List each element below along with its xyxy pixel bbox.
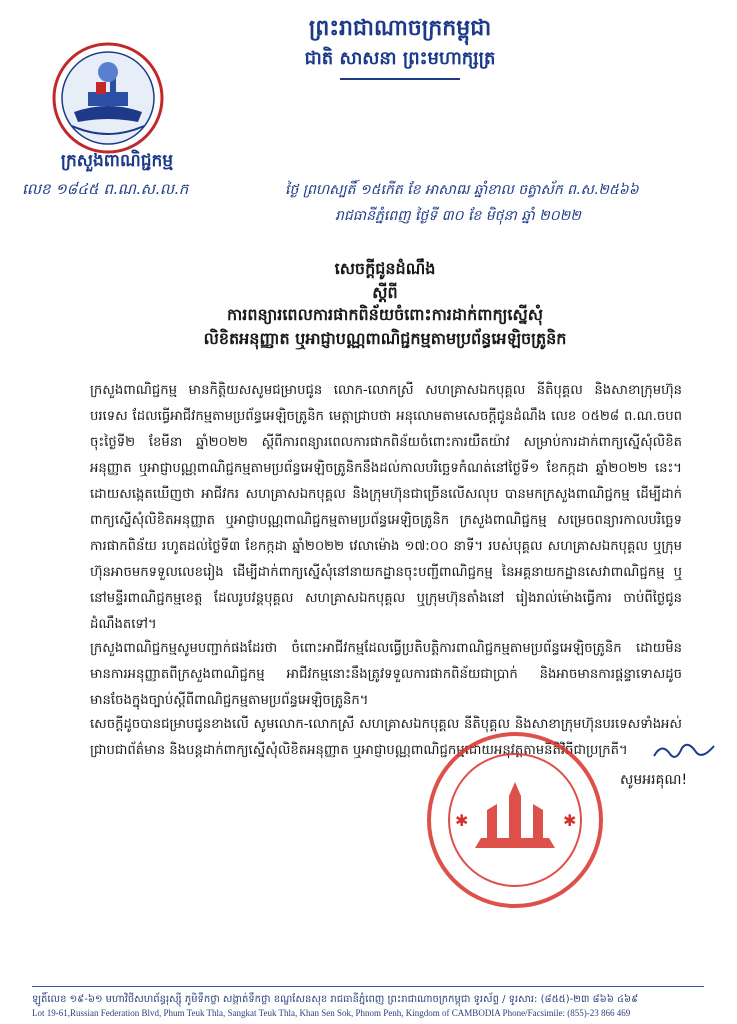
notice-subject-line1: ការពន្យារពេលការផាកពិន័យចំពោះការដាក់ពាក្យស្នើសុំ bbox=[227, 305, 543, 324]
national-motto: ជាតិ សាសនា ព្រះមហាក្សត្រ bbox=[304, 48, 496, 69]
closing-thanks: សូមអរគុណ! bbox=[620, 772, 688, 788]
ministry-name: ក្រសួងពាណិជ្ជកម្ម bbox=[60, 151, 174, 171]
lunar-date: ថ្ងៃ ព្រហស្បតិ៍ ១៥កើត ខែ អាសាឍ ឆ្នាំខាល ចត្វាស័ក ព.ស.២៥៦៦ bbox=[285, 182, 639, 198]
motto-divider bbox=[340, 78, 460, 80]
body-paragraph-1: ក្រសួងពាណិជ្ជកម្ម មានកិត្តិយសសូមជម្រាបជូន លោក-លោកស្រី សហគ្រាសឯកបុគ្គល នីតិបុគ្គល និងសាខាក្រុមហ៊ុនបរទេស ដែលធ្វើអាជីវកម្មតាមប្រព័ន្ធអេឡិចត្រូនិក មេត្តាជ្រាបថា អនុលោមតាមសេចក្តីជូនដំណឹង លេខ ០៥២៨ ព.ណ.ចបព ចុះថ្ងៃទី២ ខែមីនា ឆ្នាំ២០២២ ស្តីពីការពន្យារពេលការផាកពិន័យចំពោះការយឺតយ៉ាវ សម្រាប់ការដាក់ពាក្យស្នើសុំលិខិតអនុញ្ញាត ឬអាជ្ញាបណ្ណពាណិជ្ជកម្មតាមប្រព័ន្ធអេឡិចត្រូនិកនឹងដល់កាលបរិច្ឆេទកំណត់នៅថ្ងៃទី១ ខែកក្កដា ឆ្នាំ២០២២ នេះ។ ដោយសង្កេតឃើញថា អាជីវករ សហគ្រាសឯកបុគ្គល និងក្រុមហ៊ុនជាច្រើនលើសលុប បានមកក្រសួងពាណិជ្ជកម្ម ដើម្បីដាក់ពាក្យស្នើសុំលិខិតអនុញ្ញាត ឬអាជ្ញាបណ្ណពាណិជ្ជកម្មតាមប្រព័ន្ធអេឡិចត្រូនិក ក្រសួងពាណិជ្ជកម្ម សម្រេចពន្យារកាលបរិច្ឆេទការផាកពិន័យ រហូតដល់ថ្ងៃទី៣ ខែកក្កដា ឆ្នាំ២០២២ វេលាម៉ោង ១៧:០០ នាទី។ របស់បុគ្គល សហគ្រាសឯកបុគ្គល ឬក្រុមហ៊ុនអាចមកទទួលលេខរៀង ដើម្បីដាក់ពាក្យស្នើសុំនៅនាយកដ្ឋានចុះបញ្ជីពាណិជ្ជកម្ម នៃអគ្គនាយកដ្ឋានសេវាពាណិជ្ជកម្ម ឬនៅមន្ទីរពាណិជ្ជកម្មខេត្ត ដែលរូបវន្តបុគ្គល សហគ្រាសឯកបុគ្គល ឬក្រុមហ៊ុនតាំងនៅ រៀងរាល់ម៉ោងធ្វើការ ចាប់ពីថ្ងៃជូនដំណឹងតទៅ។ bbox=[90, 383, 682, 632]
body-paragraph-3: សេចក្តីដូចបានជម្រាបជូនខាងលើ សូមលោក-លោកស្រី សហគ្រាសឯកបុគ្គល នីតិបុគ្គល និងសាខាក្រុមហ៊ុនបរទេសទាំងអស់ ជ្រាបជាព័ត៌មាន និងបន្តដាក់ពាក្យស្នើសុំលិខិតអនុញ្ញាត ឬអាជ្ញាបណ្ណពាណិជ្ជកម្មដោយអនុវត្តតាមនីតិវិធីជាប្រក្រតី។ bbox=[90, 717, 682, 758]
svg-text:✱: ✱ bbox=[563, 811, 577, 830]
kingdom-heading: ព្រះរាជាណាចក្រកម្ពុជា bbox=[308, 16, 492, 41]
official-seal bbox=[425, 730, 605, 910]
notice-title: សេចក្តីជូនដំណឹង bbox=[334, 259, 436, 278]
body-paragraph-2: ក្រសួងពាណិជ្ជកម្មសូមបញ្ជាក់ផងដែរថា ចំពោះអាជីវកម្មដែលធ្វើប្រតិបត្តិការពាណិជ្ជកម្មតាមប្រព័ន្ធអេឡិចត្រូនិក ដោយមិនមានការអនុញ្ញាតពីក្រសួងពាណិជ្ជកម្ម អាជីវកម្មនោះនឹងត្រូវទទួលការផាកពិន័យជាប្រាក់ និងអាចមានការផ្តន្ទាទោសដូចមានចែងក្នុងច្បាប់ស្តីពីពាណិជ្ជកម្មតាមប្រព័ន្ធអេឡិចត្រូនិក។ bbox=[90, 641, 682, 708]
notice-subject-label: ស្តីពី bbox=[372, 283, 398, 302]
ministry-logo bbox=[52, 42, 164, 154]
footer-address-english: Lot 19-61,Russian Federation Blvd, Phum Teuk Thla, Sangkat Teuk Thla, Khan Sen Sok, Phnom Penh, Kingdom of CAMBODIA Phone/Facsimile: (855)-23 866 469 bbox=[32, 1008, 631, 1018]
reference-number: លេខ ១៨៤៥ ព.ណ.ស.ល.ក bbox=[22, 180, 189, 198]
solar-date: រាជធានីភ្នំពេញ ថ្ងៃទី ៣០ ខែ មិថុនា ឆ្នាំ ២០២២ bbox=[335, 208, 581, 224]
svg-text:✱: ✱ bbox=[455, 811, 469, 830]
footer-address-khmer: ឡូតិ៍លេខ ១៩-៦១ មហាវិថីសហព័ន្ធរុស្ស៊ី ភូមិទឹកថ្លា សង្កាត់ទឹកថ្លា ខណ្ឌសែនសុខ រាជធានីភ្នំពេញ ព្រះរាជាណាចក្រកម្ពុជា ទូរស័ព្ទ / ទូរសារ: (៨៥៥)-២៣ ៨៦៦ ៤៦៩ bbox=[32, 994, 639, 1005]
footer-divider bbox=[32, 986, 704, 987]
notice-subject-line2: លិខិតអនុញ្ញាត ឬអាជ្ញាបណ្ណពាណិជ្ជកម្មតាមប្រព័ន្ធអេឡិចត្រូនិក bbox=[203, 329, 567, 348]
handwritten-signature bbox=[650, 738, 720, 764]
